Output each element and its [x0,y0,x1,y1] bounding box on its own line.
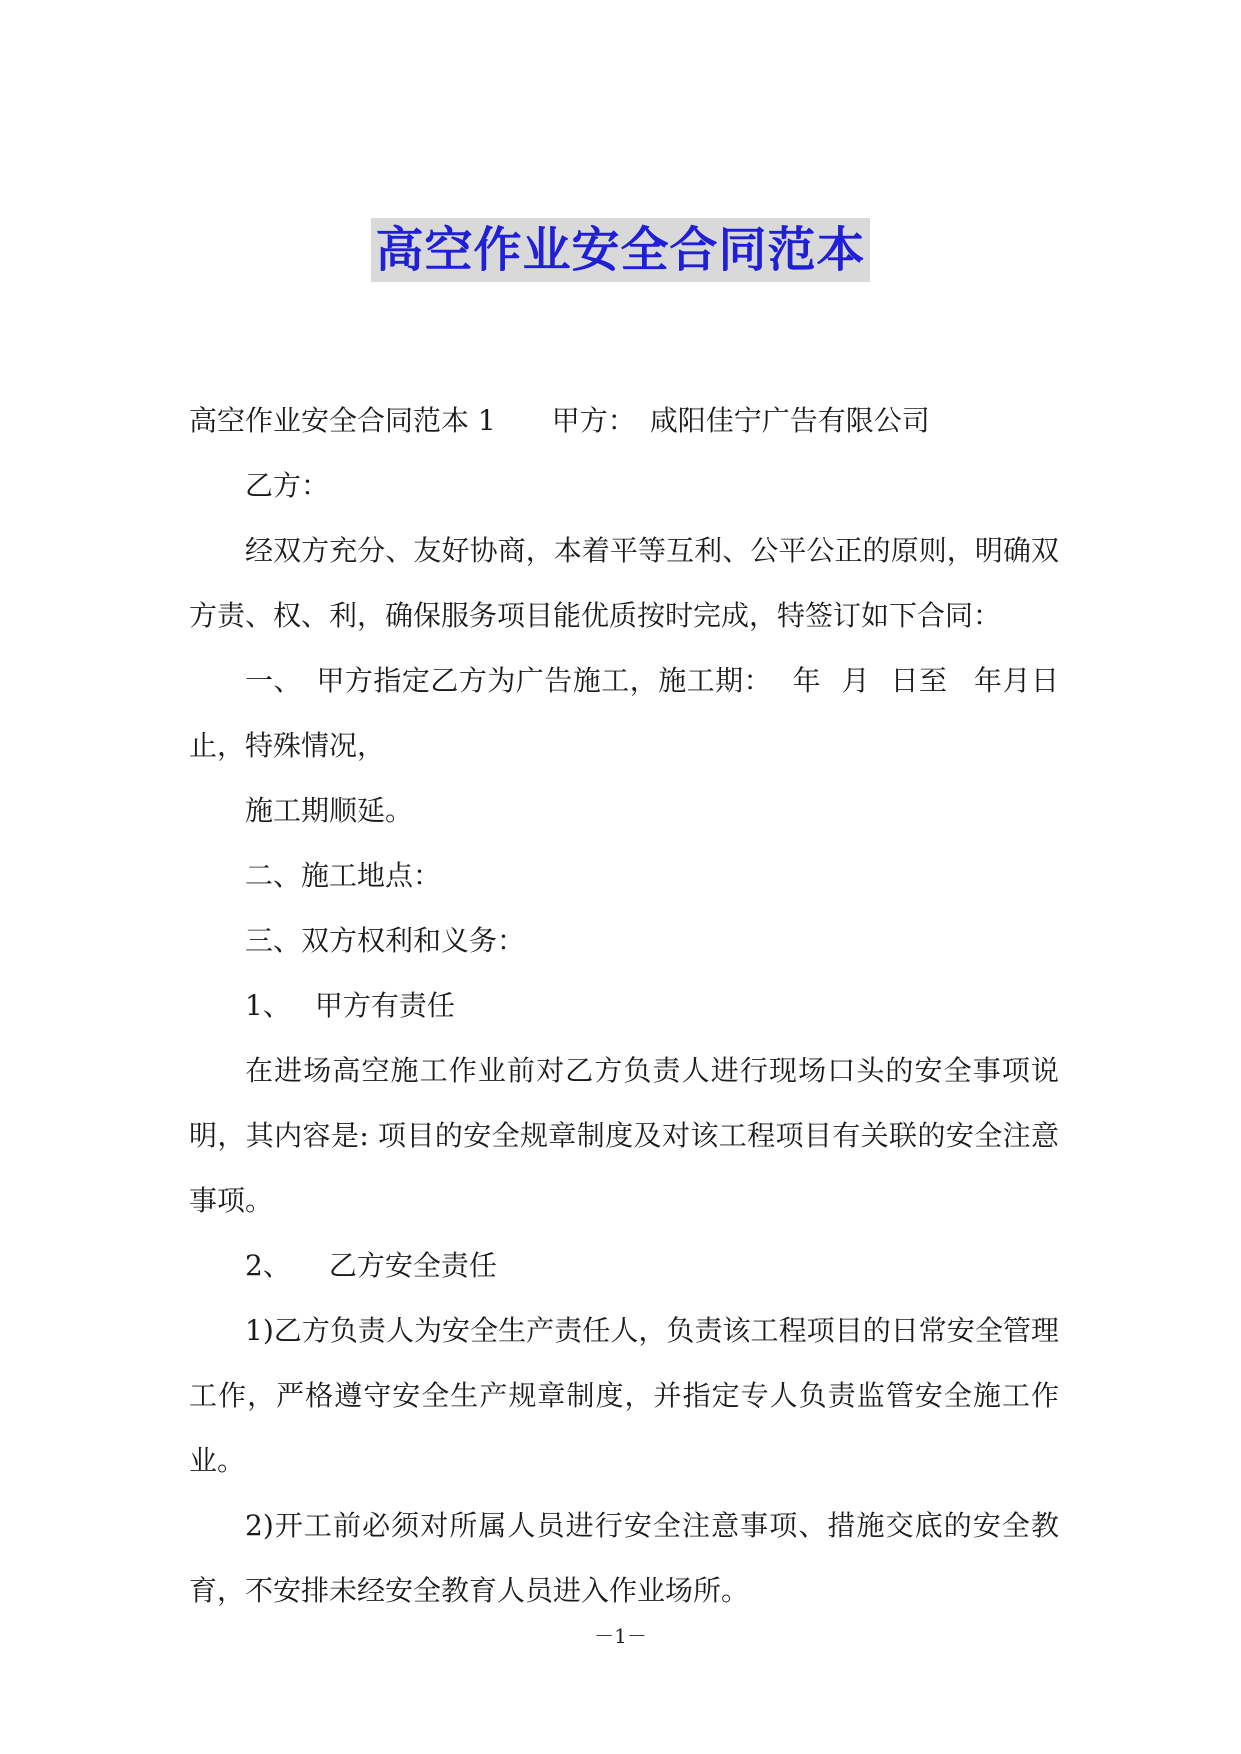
item-2 [189,1233,1059,1298]
page-number: －1－ [594,1624,647,1648]
party-a-label: 甲方： [551,404,636,437]
clause-1 [189,648,1059,778]
clause-1-continued: 施工期顺延。 [245,794,414,827]
title-wrap [0,218,1241,282]
sub-item-1: 1)乙方负责人为安全生产责任人，负责该工程项目的日常安全管理工作，严格遵守安全生产规章制度，并指定专人负责监管安全施工作业。 [189,1314,1059,1477]
clause-1-text: 甲方指定乙方为广告施工，施工期： [315,664,773,697]
contract-heading: 高空作业安全合同范本 1 [189,404,496,437]
item-1-text: 甲方有责任 [314,989,455,1022]
clause-1-year: 年 [792,664,822,697]
party-a-name: 咸阳佳宁广告有限公司 [649,404,930,437]
heading-line [189,388,1059,453]
clause-1-ymd: 年月日 [973,664,1059,697]
clause-2: 二、施工地点： [245,859,442,892]
party-b-line: 乙方： [245,469,330,502]
item-1 [189,973,1059,1038]
intro-paragraph: 经双方充分、友好协商，本着平等互利、公平公正的原则，明确双方责、权、利，确保服务项目能优质按时完成，特签订如下合同： [189,534,1059,632]
document-title: 高空作业安全合同范本 [371,218,869,282]
item-1-number: 1、 [245,989,291,1022]
item-1-body: 在进场高空施工作业前对乙方负责人进行现场口头的安全事项说明，其内容是: 项目的安全规章制度及对该工程项目有关联的安全注意事项。 [189,1054,1059,1217]
clause-1-day-to: 日至 [890,664,948,697]
clause-1-number: 一、 [245,664,302,697]
item-2-number: 2、 [245,1249,291,1282]
sub-item-2: 2)开工前必须对所属人员进行安全注意事项、措施交底的安全教育，不安排未经安全教育人员进入作业场所。 [189,1509,1059,1607]
item-2-text: 乙方安全责任 [328,1249,497,1282]
clause-1-month: 月 [841,664,871,697]
document-body [189,388,1059,1623]
clause-1-tail: 止，特殊情况， [189,729,386,762]
clause-3: 三、双方权利和义务： [245,924,526,957]
